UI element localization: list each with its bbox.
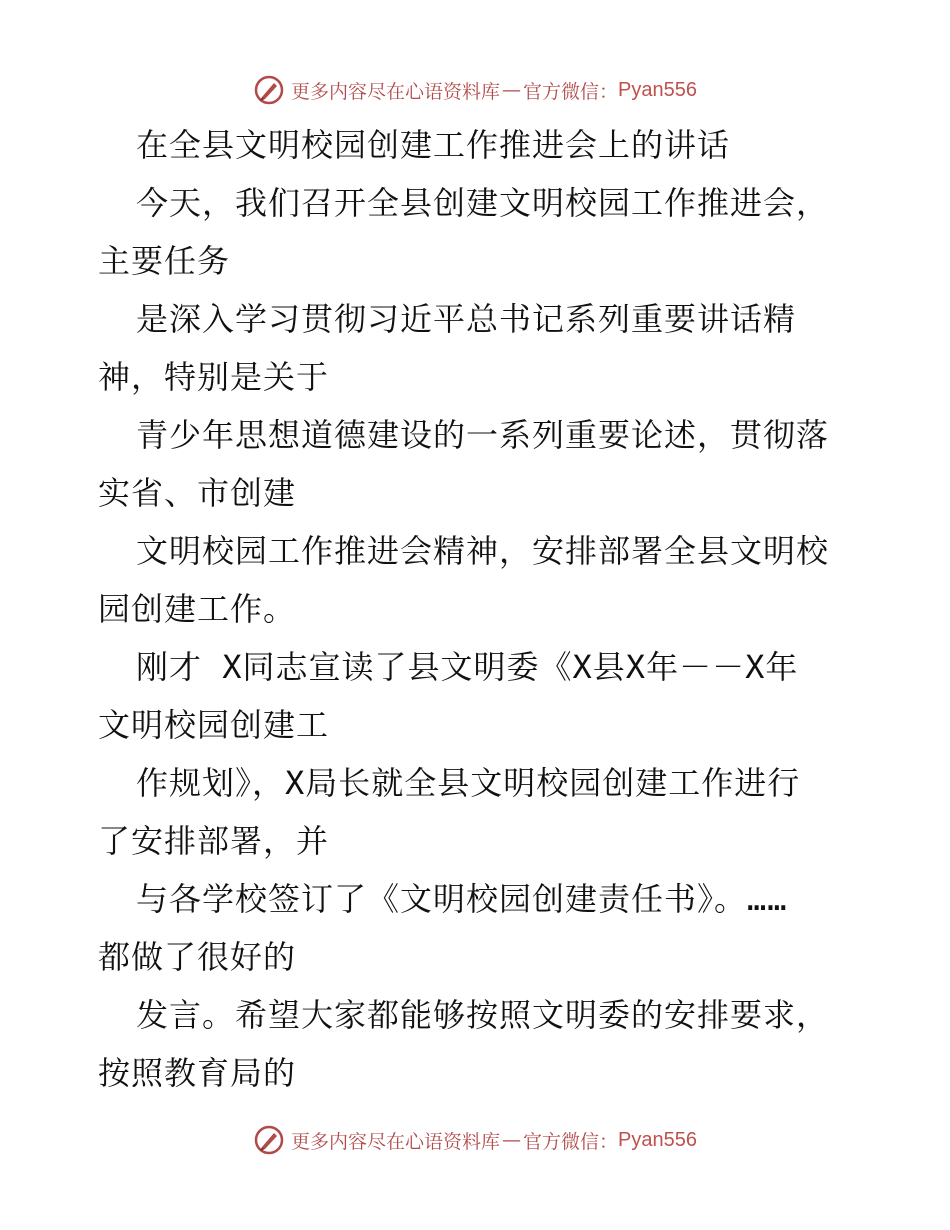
text-line: 按照教育局的	[98, 1054, 297, 1092]
text-line: 都做了很好的	[98, 938, 297, 976]
text-line: 今天，我们召开全县创建文明校园工作推进会，	[136, 184, 830, 222]
watermark-text: 更多内容尽在心语资料库	[291, 80, 501, 103]
text-line: 青少年思想道德建设的一系列重要论述，贯彻落	[136, 416, 830, 454]
pen-logo-icon	[253, 1124, 285, 1156]
header-watermark	[0, 70, 950, 110]
text-line: 文明校园工作推进会精神，安排部署全县文明校	[136, 532, 830, 570]
text-line: 实省、市创建	[98, 474, 297, 512]
text-line: 是深入学习贯彻习近平总书记系列重要讲话精	[136, 300, 797, 338]
document-title-line: 在全县文明校园创建工作推进会上的讲话	[136, 126, 731, 164]
watermark-separator: —	[502, 79, 522, 101]
text-line: 了安排部署，并	[98, 822, 330, 860]
text-line: 发言。希望大家都能够按照文明委的安排要求，	[136, 996, 830, 1034]
watermark-wechat-label: 官方微信：	[523, 1130, 619, 1153]
text-line: 神，特别是关于	[98, 358, 330, 396]
watermark-wechat-id: Pyan556	[618, 1128, 697, 1151]
pen-logo-icon	[253, 74, 285, 106]
text-line: 与各学校签订了《文明校园创建责任书》。……	[136, 880, 788, 918]
text-line: 园创建工作。	[98, 590, 297, 628]
watermark-text: 更多内容尽在心语资料库	[291, 1130, 501, 1153]
watermark-wechat-label: 官方微信：	[523, 80, 619, 103]
document-body	[98, 116, 858, 1102]
text-line: 作规划》，X局长就全县文明校园创建工作进行	[136, 764, 801, 802]
text-line: 主要任务	[98, 242, 231, 280]
watermark-wechat-id: Pyan556	[618, 78, 697, 101]
watermark-separator: —	[502, 1129, 522, 1151]
footer-watermark	[0, 1120, 950, 1160]
text-line: 刚才 X同志宣读了县文明委《X县X年－－X年	[136, 648, 799, 686]
text-line: 文明校园创建工	[98, 706, 330, 744]
